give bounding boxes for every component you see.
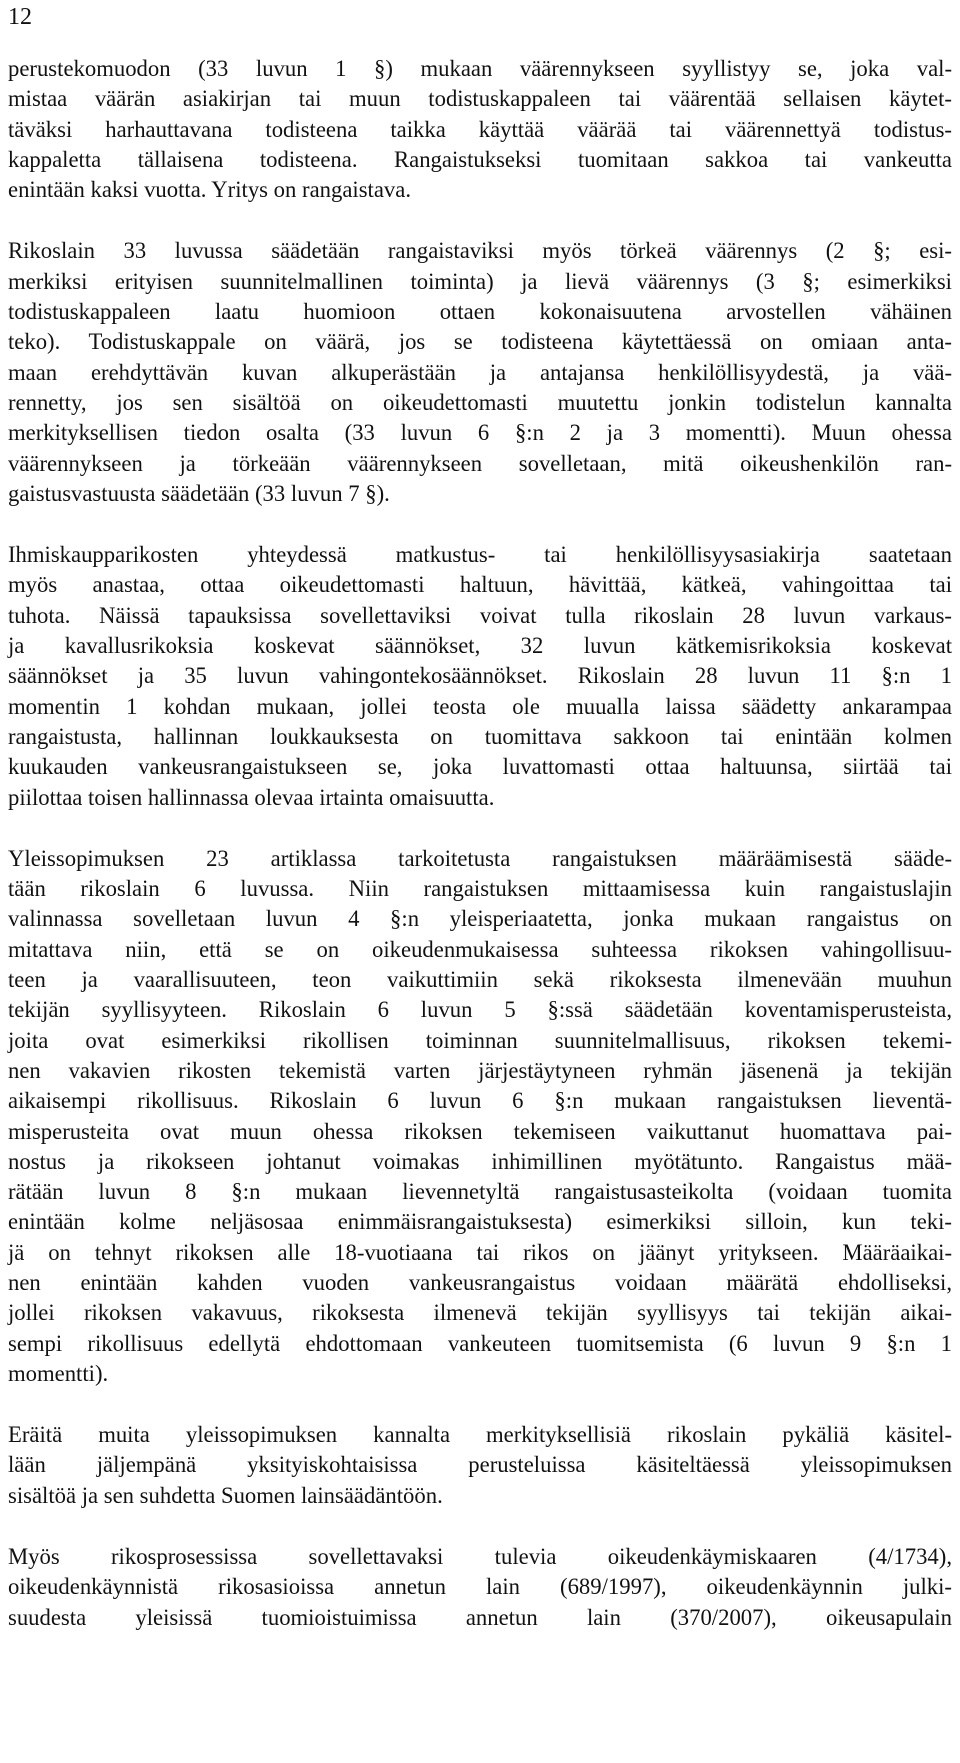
paragraph <box>8 1542 952 1633</box>
text-line: gaistusvastuusta säädetään (33 luvun 7 §). <box>8 480 390 506</box>
text-line: merkityksellisen tiedon osalta (33 luvun 6 §:n 2 ja 3 momentti). Muun ohessa <box>8 420 952 446</box>
text-line: Eräitä muita yleissopimuksen kannalta merkityksellisiä rikoslain pykäliä käsitel- <box>8 1422 952 1448</box>
page-number: 12 <box>8 4 32 30</box>
text-line: teko). Todistuskappale on väärä, jos se todisteena käytettäessä on omiaan anta- <box>8 329 952 355</box>
text-line: kuukauden vankeusrangaistukseen se, joka luvattomasti ottaa haltuunsa, siirtää tai <box>8 754 952 780</box>
text-line: täväksi harhauttavana todisteena taikka käyttää väärää tai väärennettyä todistus- <box>8 116 952 142</box>
text-line: nen enintään kahden vuoden vankeusrangaistus voidaan määrätä ehdolliseksi, <box>8 1269 952 1295</box>
text-line: rennetty, jos sen sisältöä on oikeudettomasti muutettu jonkin todistelun kannalta <box>8 389 952 415</box>
text-line: rangaistusta, hallinnan loukkauksesta on tuomittava sakkoon tai enintään kolmen <box>8 723 952 749</box>
text-line: tekijän syyllisyyteen. Rikoslain 6 luvun 5 §:ssä säädetään koventamisperusteista, <box>8 997 952 1023</box>
document-body <box>8 54 952 1664</box>
paragraph <box>8 236 952 509</box>
text-line: valinnassa sovelletaan luvun 4 §:n yleisperiaatetta, jonka mukaan rangaistus on <box>8 906 952 932</box>
paragraph <box>8 540 952 813</box>
text-line: teen ja vaarallisuuteen, teon vaikuttimiin sekä rikoksesta ilmenevään muuhun <box>8 967 952 993</box>
text-line: Rikoslain 33 luvussa säädetään rangaistaviksi myös törkeä väärennys (2 §; esi- <box>8 238 952 264</box>
text-line: rätään luvun 8 §:n mukaan lievennetyltä rangaistusasteikolta (voidaan tuomita <box>8 1179 952 1205</box>
text-line: nen vakavien rikosten tekemistä varten järjestäytyneen ryhmän jäsenenä ja tekijän <box>8 1057 952 1083</box>
text-line: jollei rikoksen vakavuus, rikoksesta ilmenevä tekijän syyllisyys tai tekijän aikai- <box>8 1300 952 1326</box>
text-line: väärennykseen ja törkeään väärennykseen sovelletaan, mitä oikeushenkilön ran- <box>8 450 952 476</box>
text-line: Ihmiskaupparikosten yhteydessä matkustus- tai henkilöllisyysasiakirja saatetaan <box>8 542 952 568</box>
text-line: sempi rikollisuus edellytä ehdottomaan vankeuteen tuomitsemista (6 luvun 9 §:n 1 <box>8 1330 952 1356</box>
text-line: perustekomuodon (33 luvun 1 §) mukaan väärennykseen syyllistyy se, joka val- <box>8 56 952 81</box>
text-line: Yleissopimuksen 23 artiklassa tarkoitetusta rangaistuksen määräämisestä sääde- <box>8 845 952 871</box>
text-line: joita ovat esimerkiksi rikollisen toiminnan suunnitelmallisuus, rikoksen tekemi- <box>8 1027 952 1053</box>
text-line: misperusteita ovat muun ohessa rikoksen tekemiseen vaikuttanut huomattava pai- <box>8 1118 952 1144</box>
text-line: tään rikoslain 6 luvussa. Niin rangaistuksen mittaamisessa kuin rangaistuslajin <box>8 876 952 902</box>
paragraph <box>8 54 952 205</box>
text-line: momentti). <box>8 1360 109 1386</box>
text-line: oikeudenkäynnistä rikosasioissa annetun lain (689/1997), oikeudenkäynnin julki- <box>8 1574 952 1600</box>
text-line: piilottaa toisen hallinnassa olevaa irtainta omaisuutta. <box>8 784 495 810</box>
text-line: myös anastaa, ottaa oikeudettomasti haltuun, hävittää, kätkeä, vahingoittaa tai <box>8 572 952 598</box>
paragraph <box>8 844 952 1389</box>
text-line: lään jäljempänä yksityiskohtaisissa perusteluissa käsiteltäessä yleissopimuksen <box>8 1452 952 1478</box>
text-line: ja kavallusrikoksia koskevat säännökset, 32 luvun kätkemisrikoksia koskevat <box>8 633 952 659</box>
paragraph <box>8 1420 952 1511</box>
text-line: säännökset ja 35 luvun vahingontekosäännökset. Rikoslain 28 luvun 11 §:n 1 <box>8 663 952 689</box>
text-line: todistuskappaleen laatu huomioon ottaen kokonaisuutena arvostellen vähäinen <box>8 299 952 325</box>
text-line: merkiksi erityisen suunnitelmallinen toiminta) ja lievä väärennys (3 §; esimerkiksi <box>8 268 952 294</box>
text-line: maan erehdyttävän kuvan alkuperästään ja antajansa henkilöllisyydestä, ja vää- <box>8 359 952 385</box>
text-line: aikaisempi rikollisuus. Rikoslain 6 luvun 6 §:n mukaan rangaistuksen lieventä- <box>8 1088 952 1114</box>
text-line: Myös rikosprosessissa sovellettavaksi tulevia oikeudenkäymiskaaren (4/1734), <box>8 1544 952 1570</box>
text-line: mistaa väärän asiakirjan tai muun todistuskappaleen tai väärentää sellaisen käytet- <box>8 86 952 112</box>
text-line: mitattava niin, että se on oikeudenmukaisessa suhteessa rikoksen vahingollisuu- <box>8 936 952 962</box>
text-line: tuhota. Näissä tapauksissa sovellettaviksi voivat tulla rikoslain 28 luvun varkaus- <box>8 602 952 628</box>
text-line: suudesta yleisissä tuomioistuimissa annetun lain (370/2007), oikeusapulain <box>8 1604 952 1630</box>
text-line: momentin 1 kohdan mukaan, jollei teosta ole muualla laissa säädetty ankarampaa <box>8 693 952 719</box>
text-line: jä on tehnyt rikoksen alle 18-vuotiaana tai rikos on jäänyt yritykseen. Määräaikai- <box>8 1239 952 1265</box>
text-line: kappaletta tällaisena todisteena. Rangaistukseksi tuomitaan sakkoa tai vankeutta <box>8 146 952 172</box>
text-line: nostus ja rikokseen johtanut voimakas inhimillinen myötätunto. Rangaistus mää- <box>8 1148 952 1174</box>
text-line: enintään kaksi vuotta. Yritys on rangaistava. <box>8 177 412 203</box>
text-line: sisältöä ja sen suhdetta Suomen lainsäädäntöön. <box>8 1482 443 1508</box>
text-line: enintään kolme neljäsosaa enimmäisrangaistuksesta) esimerkiksi silloin, kun teki- <box>8 1209 952 1235</box>
